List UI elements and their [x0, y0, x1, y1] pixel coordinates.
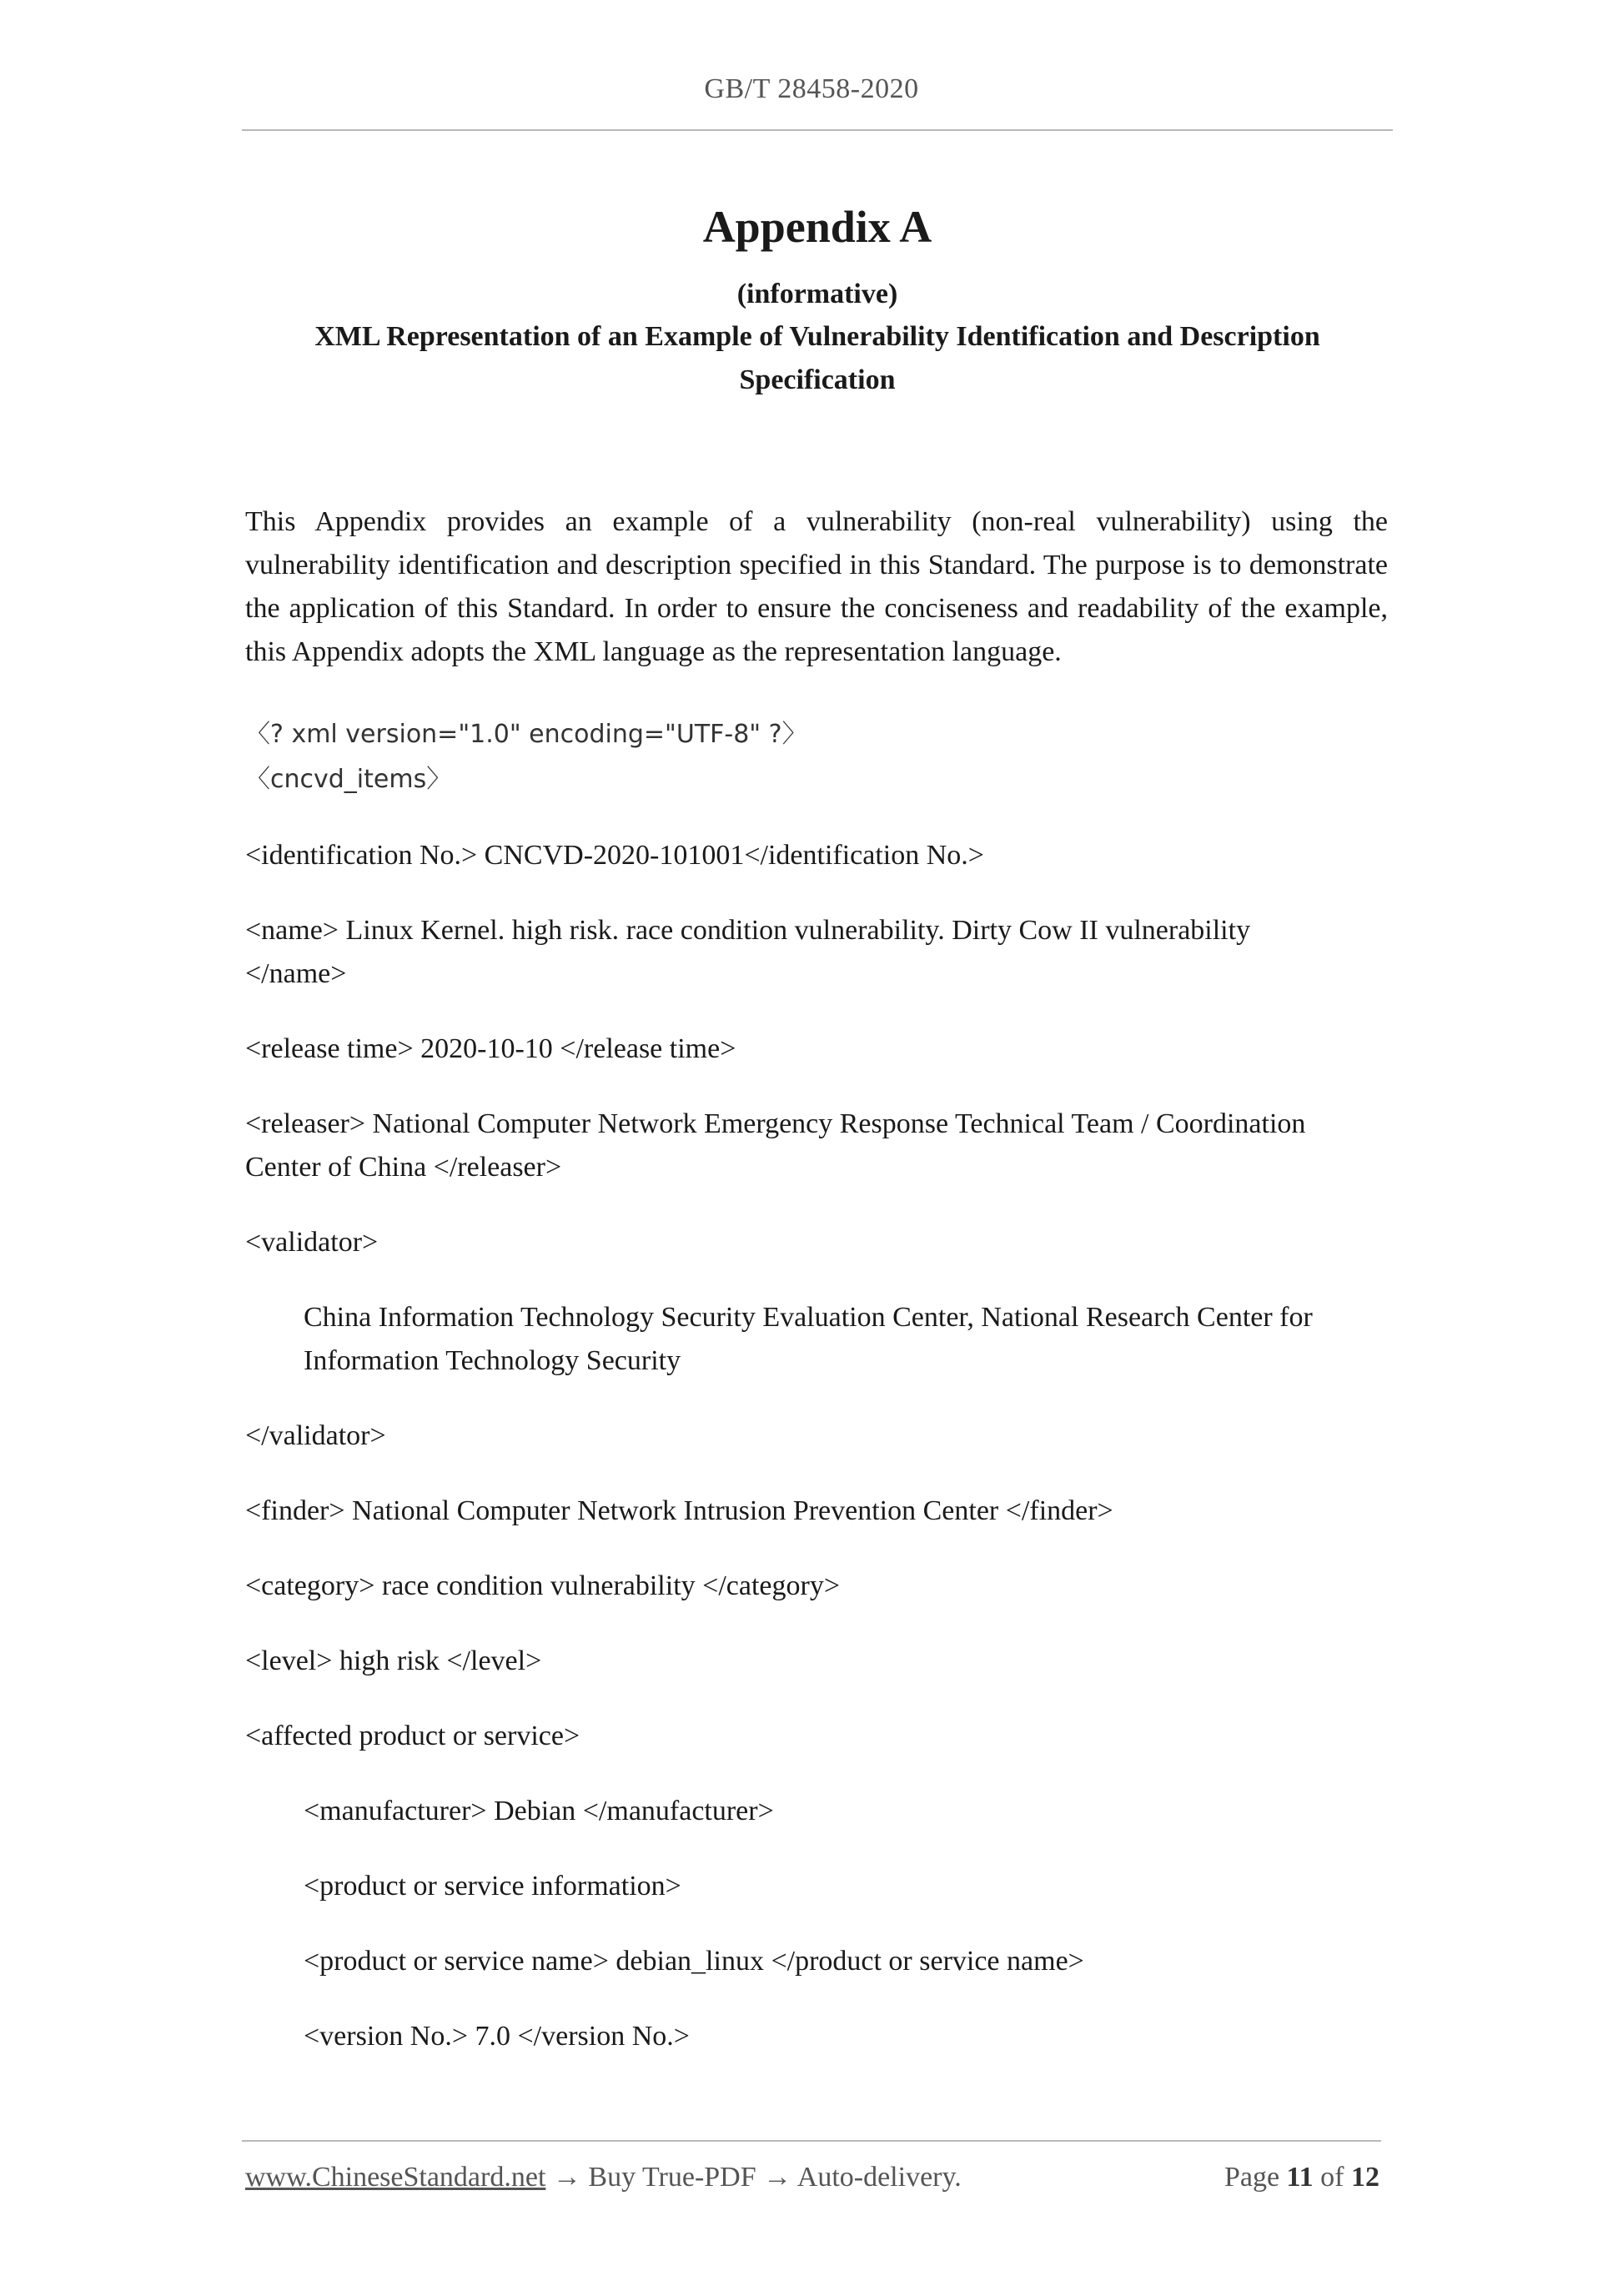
- document-body: [245, 500, 1388, 2058]
- page-footer: [245, 2157, 1379, 2198]
- appendix-titles: [242, 193, 1393, 402]
- xml-name-line-2: </name>: [245, 958, 347, 989]
- xml-releaser-block: [245, 1103, 1388, 1189]
- footer-page-total: 12: [1351, 2162, 1379, 2193]
- xml-affected-open: <affected product or service>: [245, 1721, 580, 1751]
- footer-divider: [242, 2140, 1381, 2142]
- footer-page-number: [1224, 2157, 1379, 2198]
- xml-identification: <identification No.> CNCVD-2020-101001</identification No.>: [245, 840, 984, 871]
- footer-page-of: of: [1320, 2162, 1344, 2193]
- header-divider: [242, 129, 1393, 131]
- appendix-main-title-line-1: XML Representation of an Example of Vulnerability Identification and Description: [314, 321, 1320, 352]
- xml-root-open: 〈cncvd_items〉: [245, 765, 452, 794]
- xml-validator-open: <validator>: [245, 1227, 379, 1258]
- xml-release-time: <release time> 2020-10-10 </release time>: [245, 1033, 736, 1064]
- xml-product-name: <product or service name> debian_linux </product or service name>: [304, 1946, 1084, 1977]
- xml-releaser-line-2: Center of China </releaser>: [245, 1152, 562, 1183]
- xml-level: <level> high risk </level>: [245, 1645, 542, 1676]
- xml-declaration-block: [245, 712, 1388, 802]
- xml-releaser-line-1: <releaser> National Computer Network Emergency Response Technical Team / Coordination: [245, 1108, 1306, 1139]
- xml-validator-line-1: China Information Technology Security Evaluation Center, National Research Center for: [304, 1302, 1313, 1333]
- intro-paragraph: This Appendix provides an example of a vulnerability (non-real vulnerability) using the vulnerability identification and description specified in this Standard. The purpose is to demonstrate the application of this Standard. In order to ensure the conciseness and readability of the example, this Appendix adopts the XML language as the representation language.: [245, 506, 1388, 667]
- xml-finder: <finder> National Computer Network Intrusion Prevention Center </finder>: [245, 1495, 1113, 1526]
- xml-manufacturer: <manufacturer> Debian </manufacturer>: [304, 1796, 774, 1826]
- xml-declaration: 〈? xml version="1.0" encoding="UTF-8" ?〉: [245, 720, 807, 749]
- footer-page-label: Page: [1224, 2162, 1280, 2193]
- xml-validator-line-2: Information Technology Security: [304, 1345, 681, 1376]
- footer-promo-text: → Buy True-PDF → Auto-delivery.: [545, 2162, 962, 2193]
- xml-name-line-1: <name> Linux Kernel. high risk. race condition vulnerability. Dirty Cow II vulnerability: [245, 915, 1251, 946]
- appendix-subtitle: (informative): [736, 279, 898, 309]
- xml-version: <version No.> 7.0 </version No.>: [304, 2021, 690, 2052]
- xml-product-info-open: <product or service information>: [304, 1871, 681, 1902]
- appendix-main-title-line-2: Specification: [739, 364, 896, 395]
- footer-site-link[interactable]: www.ChineseStandard.net: [245, 2162, 546, 2193]
- xml-validator-content: [245, 1296, 1388, 1383]
- xml-name-block: [245, 909, 1388, 996]
- xml-category: <category> race condition vulnerability </category>: [245, 1570, 840, 1601]
- page-header-doc-id: GB/T 28458-2020: [704, 73, 919, 104]
- appendix-title: Appendix A: [702, 202, 932, 252]
- xml-validator-close: </validator>: [245, 1420, 386, 1451]
- footer-page-current: 11: [1286, 2162, 1314, 2193]
